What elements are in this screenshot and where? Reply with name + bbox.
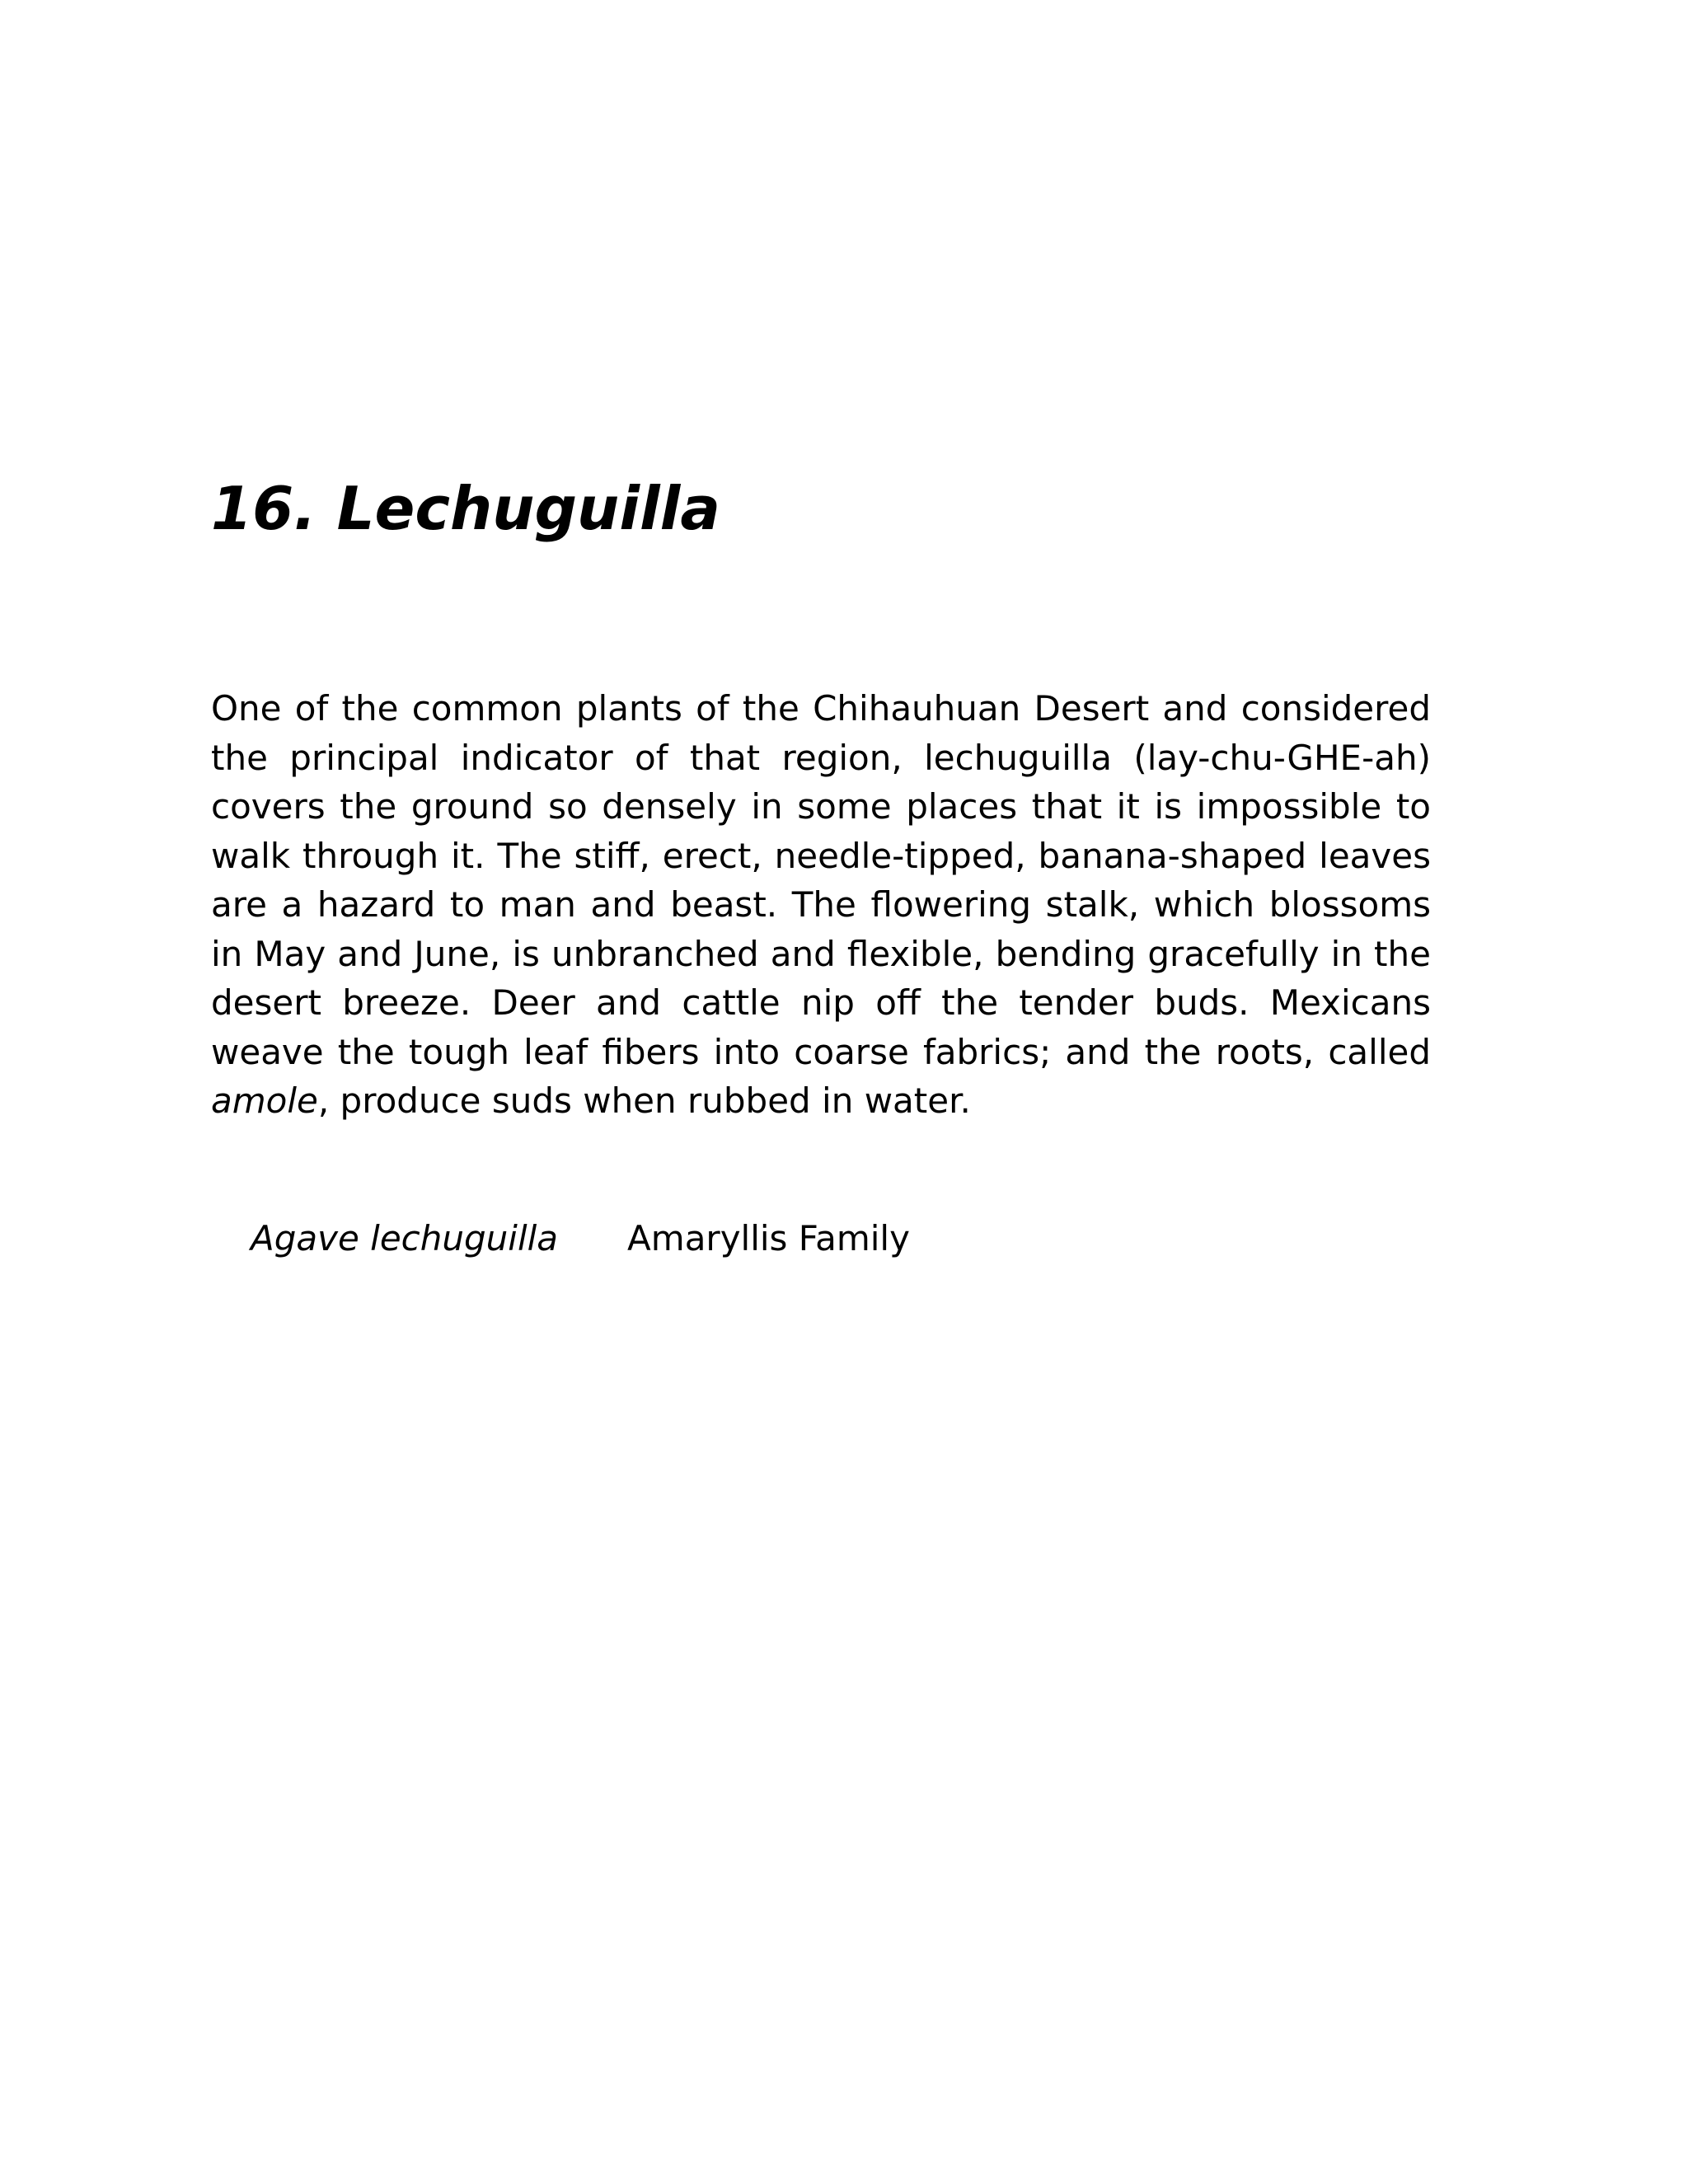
description-text-part2: , produce suds when rubbed in water. bbox=[317, 1080, 971, 1121]
classification-line bbox=[251, 1214, 910, 1263]
species-name: Agave lechuguilla bbox=[251, 1218, 559, 1258]
page-title: 16. Lechuguilla bbox=[211, 474, 720, 543]
description-text-part1: One of the common plants of the Chihauhuan Desert and considered the principal indicator of that region, lechuguilla (lay-chu-GHE-ah) covers the ground so densely in some places that it is impossible to walk through it. The stiff, erect, needle-tipped, banana-shaped leaves are a hazard to man and beast. The flowering stalk, which blossoms in May and June, is unbranched and flexible, bending gracefully in the desert breeze. Deer and cattle nip off the tender buds. Mexicans weave the tough leaf fibers into coarse fabrics; and the roots, called bbox=[211, 688, 1431, 1072]
description-emphasis: amole bbox=[211, 1080, 318, 1121]
family-name: Amaryllis Family bbox=[627, 1218, 910, 1258]
description-paragraph bbox=[211, 684, 1431, 1126]
